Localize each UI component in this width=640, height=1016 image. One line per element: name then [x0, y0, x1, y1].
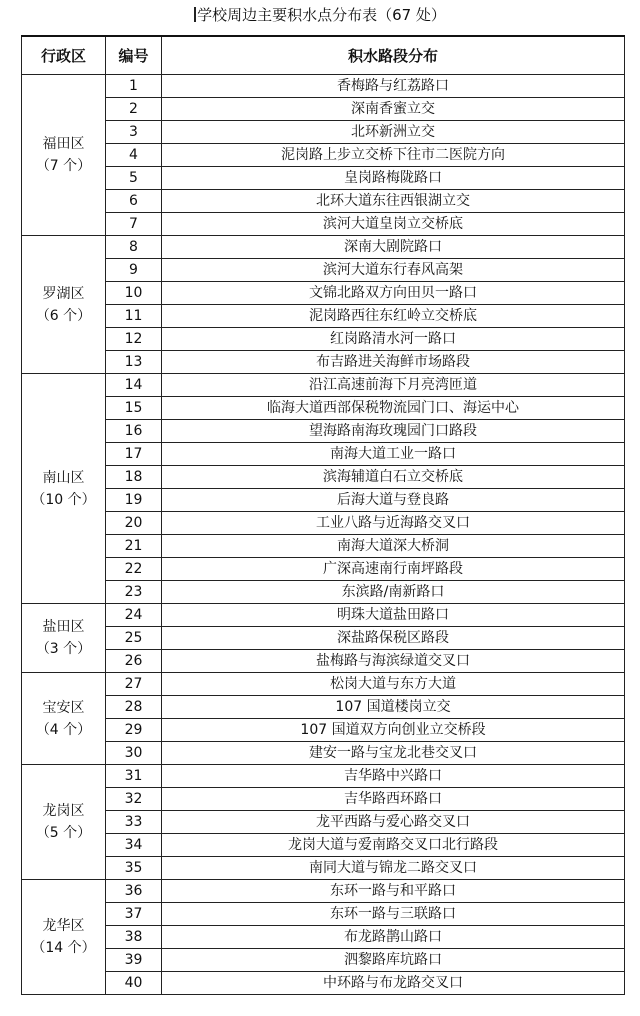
table-row	[22, 903, 625, 926]
table-row	[22, 259, 625, 282]
table-row	[22, 535, 625, 558]
road-cell: 明珠大道盐田路口	[162, 604, 625, 627]
number-cell: 37	[106, 903, 162, 926]
number-cell: 23	[106, 581, 162, 604]
district-count: （14 个）	[31, 940, 96, 956]
district-count: （6 个）	[35, 307, 92, 324]
table-row	[22, 627, 625, 650]
number-cell: 19	[106, 489, 162, 512]
text-cursor	[194, 7, 196, 22]
header-road: 积水路段分布	[162, 36, 625, 75]
table-row	[22, 236, 625, 259]
district-name: 龙华区	[42, 918, 85, 934]
table-body	[22, 75, 625, 995]
table-row	[22, 121, 625, 144]
district-count: （4 个）	[35, 721, 92, 738]
waterlogging-table	[21, 35, 625, 995]
district-count: （3 个）	[35, 641, 92, 657]
road-cell: 龙平西路与爱心路交叉口	[162, 811, 625, 834]
table-row	[22, 466, 625, 489]
number-cell: 30	[106, 742, 162, 765]
road-cell: 泥岗路上步立交桥下往市二医院方向	[162, 144, 625, 167]
road-cell: 皇岗路梅陇路口	[162, 167, 625, 190]
road-cell: 深盐路保税区路段	[162, 627, 625, 650]
table-row	[22, 420, 625, 443]
number-cell: 26	[106, 650, 162, 673]
number-cell: 8	[106, 236, 162, 259]
table-row	[22, 972, 625, 995]
number-cell: 1	[106, 75, 162, 98]
number-cell: 27	[106, 673, 162, 696]
district-name: 盐田区	[42, 619, 85, 635]
road-cell: 东环一路与和平路口	[162, 880, 625, 903]
road-cell: 南海大道工业一路口	[162, 443, 625, 466]
header-district: 行政区	[22, 36, 106, 75]
district-cell	[22, 880, 106, 995]
table-row	[22, 443, 625, 466]
road-cell: 北环大道东往西银湖立交	[162, 190, 625, 213]
number-cell: 20	[106, 512, 162, 535]
number-cell: 3	[106, 121, 162, 144]
road-cell: 泗黎路库坑路口	[162, 949, 625, 972]
road-cell: 滨海辅道白石立交桥底	[162, 466, 625, 489]
road-cell: 布龙路鹊山路口	[162, 926, 625, 949]
number-cell: 25	[106, 627, 162, 650]
road-cell: 红岗路清水河一路口	[162, 328, 625, 351]
road-cell: 望海路南海玫瑰园门口路段	[162, 420, 625, 443]
district-name: 罗湖区	[42, 285, 85, 302]
road-cell: 龙岗大道与爱南路交叉口北行路段	[162, 834, 625, 857]
number-cell: 6	[106, 190, 162, 213]
number-cell: 7	[106, 213, 162, 236]
table-row	[22, 282, 625, 305]
number-cell: 35	[106, 857, 162, 880]
table-row	[22, 213, 625, 236]
road-cell: 广深高速南行南坪路段	[162, 558, 625, 581]
road-cell: 泥岗路西往东红岭立交桥底	[162, 305, 625, 328]
road-cell: 中环路与布龙路交叉口	[162, 972, 625, 995]
district-cell	[22, 673, 106, 765]
road-cell: 松岗大道与东方大道	[162, 673, 625, 696]
road-cell: 临海大道西部保税物流园门口、海运中心	[162, 397, 625, 420]
road-cell: 吉华路中兴路口	[162, 765, 625, 788]
table-row	[22, 949, 625, 972]
district-cell	[22, 765, 106, 880]
table-row	[22, 558, 625, 581]
number-cell: 15	[106, 397, 162, 420]
number-cell: 16	[106, 420, 162, 443]
district-cell	[22, 236, 106, 374]
number-cell: 14	[106, 374, 162, 397]
table-row	[22, 765, 625, 788]
district-name: 南山区	[42, 469, 85, 486]
table-row	[22, 190, 625, 213]
table-row	[22, 650, 625, 673]
number-cell: 17	[106, 443, 162, 466]
number-cell: 22	[106, 558, 162, 581]
road-cell: 107 国道双方向创业立交桥段	[162, 719, 625, 742]
table-row	[22, 512, 625, 535]
table-row	[22, 742, 625, 765]
district-name: 福田区	[42, 136, 85, 152]
table-row	[22, 857, 625, 880]
number-cell: 2	[106, 98, 162, 121]
table-row	[22, 880, 625, 903]
table-row	[22, 305, 625, 328]
table-row	[22, 351, 625, 374]
table-row	[22, 489, 625, 512]
number-cell: 29	[106, 719, 162, 742]
number-cell: 21	[106, 535, 162, 558]
district-count: （10 个）	[31, 491, 96, 508]
table-row	[22, 926, 625, 949]
number-cell: 34	[106, 834, 162, 857]
road-cell: 深南大剧院路口	[162, 236, 625, 259]
road-cell: 北环新洲立交	[162, 121, 625, 144]
table-row	[22, 98, 625, 121]
district-cell	[22, 374, 106, 604]
district-count: （5 个）	[35, 825, 92, 841]
table-row	[22, 696, 625, 719]
district-name: 宝安区	[42, 699, 85, 716]
road-cell: 滨河大道皇岗立交桥底	[162, 213, 625, 236]
road-cell: 南海大道深大桥洞	[162, 535, 625, 558]
district-cell	[22, 75, 106, 236]
table-row	[22, 604, 625, 627]
number-cell: 9	[106, 259, 162, 282]
table-title-text: 学校周边主要积水点分布表（67 处）	[197, 6, 446, 24]
number-cell: 12	[106, 328, 162, 351]
number-cell: 32	[106, 788, 162, 811]
number-cell: 40	[106, 972, 162, 995]
table-row	[22, 75, 625, 98]
table-row	[22, 374, 625, 397]
district-cell	[22, 604, 106, 673]
table-row	[22, 581, 625, 604]
number-cell: 5	[106, 167, 162, 190]
number-cell: 18	[106, 466, 162, 489]
road-cell: 南同大道与锦龙二路交叉口	[162, 857, 625, 880]
road-cell: 东环一路与三联路口	[162, 903, 625, 926]
number-cell: 33	[106, 811, 162, 834]
number-cell: 28	[106, 696, 162, 719]
road-cell: 深南香蜜立交	[162, 98, 625, 121]
number-cell: 36	[106, 880, 162, 903]
table-row	[22, 144, 625, 167]
number-cell: 11	[106, 305, 162, 328]
road-cell: 建安一路与宝龙北巷交叉口	[162, 742, 625, 765]
table-row	[22, 673, 625, 696]
road-cell: 文锦北路双方向田贝一路口	[162, 282, 625, 305]
number-cell: 24	[106, 604, 162, 627]
table-row	[22, 834, 625, 857]
table-row	[22, 788, 625, 811]
header-number: 编号	[106, 36, 162, 75]
road-cell: 吉华路西环路口	[162, 788, 625, 811]
number-cell: 38	[106, 926, 162, 949]
number-cell: 10	[106, 282, 162, 305]
road-cell: 布吉路进关海鲜市场路段	[162, 351, 625, 374]
table-row	[22, 811, 625, 834]
table-title	[0, 4, 640, 26]
table-row	[22, 719, 625, 742]
number-cell: 31	[106, 765, 162, 788]
number-cell: 13	[106, 351, 162, 374]
road-cell: 沿江高速前海下月亮湾匝道	[162, 374, 625, 397]
road-cell: 工业八路与近海路交叉口	[162, 512, 625, 535]
district-name: 龙岗区	[42, 803, 85, 819]
road-cell: 后海大道与登良路	[162, 489, 625, 512]
road-cell: 香梅路与红荔路口	[162, 75, 625, 98]
table-row	[22, 328, 625, 351]
table-row	[22, 167, 625, 190]
number-cell: 4	[106, 144, 162, 167]
road-cell: 盐梅路与海滨绿道交叉口	[162, 650, 625, 673]
road-cell: 滨河大道东行春风高架	[162, 259, 625, 282]
table-header-row	[22, 36, 625, 75]
table-row	[22, 397, 625, 420]
road-cell: 东滨路/南新路口	[162, 581, 625, 604]
district-count: （7 个）	[35, 158, 92, 174]
road-cell: 107 国道楼岗立交	[162, 696, 625, 719]
number-cell: 39	[106, 949, 162, 972]
